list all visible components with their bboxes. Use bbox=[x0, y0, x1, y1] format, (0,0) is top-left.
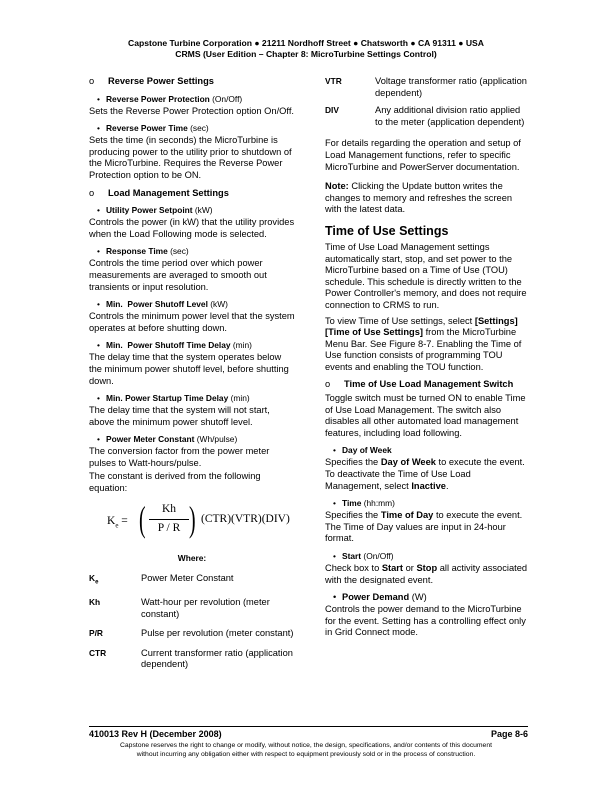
desc-response-time: Controls the time period over which power measurements are averaged to smooth out transients or input resolution. bbox=[89, 258, 267, 292]
equation-numerator: Kh bbox=[161, 502, 177, 515]
equation-lhs: $K_e$ = bbox=[107, 514, 128, 529]
page-header bbox=[0, 38, 612, 60]
section-load-management-settings: o Load Management Settings bbox=[89, 187, 229, 198]
definition-row: P/R Pulse per revolution (meter constant) bbox=[89, 628, 294, 639]
definition-row: DIV Any additional division ratio applied to the meter (application dependent) bbox=[325, 105, 525, 127]
desc-power-demand: Controls the power demand to the MicroTurbine for the event. Setting has a controlling effect only in Grid Connect mode. bbox=[325, 604, 526, 638]
fraction-bar bbox=[149, 519, 189, 520]
item-utility-power-setpoint: • Utility Power Setpoint (kW) bbox=[97, 205, 213, 216]
desc-power-meter-constant: The conversion factor from the power meter pulses to Watt-hours/pulse. bbox=[89, 446, 270, 468]
bullet-icon: • bbox=[333, 498, 336, 509]
tou-heading: Time of Use Settings bbox=[325, 223, 449, 238]
bullet-icon: • bbox=[97, 299, 100, 310]
update-note: Note: Clicking the Update button writes the changes to memory and refreshes the screen with the latest data. bbox=[325, 181, 513, 215]
bullet-icon: • bbox=[97, 393, 100, 404]
footer-doc-id: 410013 Rev H (December 2008) bbox=[89, 729, 222, 739]
desc-day-of-week: Specifies the Day of Week to execute the event. To deactivate the Time of Use Load Management, select Inactive. bbox=[325, 457, 525, 491]
item-response-time: • Response Time (sec) bbox=[97, 246, 189, 257]
equation-left-paren: ( bbox=[139, 498, 146, 539]
right-column bbox=[325, 76, 528, 645]
item-time: • Time (hh:mm) bbox=[333, 498, 395, 509]
bullet-icon: • bbox=[97, 123, 100, 134]
bullet-icon: • bbox=[97, 205, 100, 216]
desc-utility-power-setpoint: Controls the power (in kW) that the utility provides when the Load Following mode is selected. bbox=[89, 217, 295, 239]
desc-reverse-power-protection: Sets the Reverse Power Protection option On/Off. bbox=[89, 105, 294, 116]
footer-page-number: Page 8-6 bbox=[490, 729, 528, 739]
item-reverse-power-protection: • Reverse Power Protection (On/Off) bbox=[97, 93, 243, 104]
item-start: • Start (On/Off) bbox=[333, 551, 394, 561]
load-management-details: For details regarding the operation and setup of Load Management functions, refer to specific MicroTurbine and PowerServer documentation. bbox=[325, 138, 521, 172]
definition-row: CTR Current transformer ratio (application dependent) bbox=[89, 647, 293, 670]
bullet-icon: • bbox=[333, 551, 336, 561]
item-min-power-shutoff-level: • Min. Power Shutoff Level (kW) bbox=[97, 299, 228, 310]
tou-view-instructions: To view Time of Use settings, select [Settings][Time of Use Settings] from the MicroTurbine Menu Bar. See Figure 8-7. Enabling the Time of Use function consists of programming TOU events and enabling the TOU function. bbox=[325, 315, 522, 372]
item-power-meter-constant: • Power Meter Constant (Wh/pulse) bbox=[97, 434, 238, 445]
header-chapter-line: CRMS (User Edition – Chapter 8: MicroTurbine Settings Control) bbox=[175, 49, 437, 59]
desc-start: Check box to Start or Stop all activity associated with the designated event. bbox=[325, 563, 528, 585]
equation-intro: The constant is derived from the following equation: bbox=[89, 471, 261, 494]
bullet-icon: • bbox=[97, 434, 100, 445]
tou-intro: Time of Use Load Management settings automatically start, stop, and set power to the MicroTurbine based on a Time of Use (TOU) schedule. This schedule is directly written to the Power Controller's memory, and does not require connection to CRMS to run. bbox=[325, 241, 527, 310]
item-day-of-week: • Day of Week bbox=[333, 445, 392, 456]
item-reverse-power-time: • Reverse Power Time (sec) bbox=[97, 123, 209, 134]
desc-time: Specifies the Time of Day to execute the event. The Time of Day values are input in 24-hour format. bbox=[325, 510, 523, 544]
section-tou-switch: o Time of Use Load Management Switch bbox=[325, 379, 514, 390]
tou-switch-desc: Toggle switch must be turned ON to enable Time of Use Load Management. The switch also disables all other automated load management features, including load following. bbox=[325, 393, 526, 438]
footer-disclaimer: Capstone reserves the right to change or modify, without notice, the design, specifications, and/or contents of this document without incurring any obligation either with respect to equipment previously sold or in the process of construction. bbox=[119, 742, 493, 758]
equation-right-paren: ) bbox=[189, 498, 196, 539]
where-label: Where: bbox=[177, 552, 207, 563]
desc-min-power-shutoff-level: Controls the minimum power level that the system operates at before shutting down. bbox=[89, 311, 295, 333]
definition-row: $K_e$ Power Meter Constant bbox=[89, 572, 234, 586]
bullet-icon: • bbox=[97, 246, 100, 257]
left-column bbox=[89, 76, 295, 679]
footer-rule bbox=[89, 726, 528, 727]
circle-bullet-icon: o bbox=[325, 379, 331, 390]
bullet-icon: • bbox=[97, 93, 100, 104]
bullet-icon: • bbox=[97, 340, 100, 351]
definition-row: VTR Voltage transformer ratio (application dependent) bbox=[325, 76, 527, 98]
circle-bullet-icon: o bbox=[89, 76, 95, 86]
desc-min-power-shutoff-time-delay: The delay time that the system operates below the minimum power shutoff level, before shutting down. bbox=[89, 352, 289, 386]
item-min-power-startup-time-delay: • Min. Power Startup Time Delay (min) bbox=[97, 393, 250, 404]
item-min-power-shutoff-time-delay: • Min. Power Shutoff Time Delay (min) bbox=[97, 340, 252, 351]
definition-row: Kh Watt-hour per revolution (meter constant) bbox=[89, 596, 270, 619]
circle-bullet-icon: o bbox=[89, 187, 95, 198]
header-company-line: Capstone Turbine Corporation ● 21211 Nordhoff Street ● Chatsworth ● CA 91311 ● USA bbox=[128, 38, 484, 48]
bullet-icon: • bbox=[333, 445, 336, 456]
power-meter-equation bbox=[89, 499, 295, 549]
bullet-icon: • bbox=[333, 592, 337, 603]
item-power-demand: • Power Demand (W) bbox=[333, 592, 427, 603]
section-reverse-power-settings: o Reverse Power Settings bbox=[89, 76, 214, 86]
equation-terms: (CTR)(VTR)(DIV) bbox=[201, 512, 290, 525]
desc-min-power-startup-time-delay: The delay time that the system will not start, above the minimum power shutoff level. bbox=[89, 405, 270, 427]
desc-reverse-power-time: Sets the time (in seconds) the MicroTurbine is producing power to the utility prior to shutdown of the MicroTurbine. Requires the Reverse Power Protection option to be ON. bbox=[89, 135, 292, 180]
equation-denominator: P / R bbox=[157, 521, 181, 534]
